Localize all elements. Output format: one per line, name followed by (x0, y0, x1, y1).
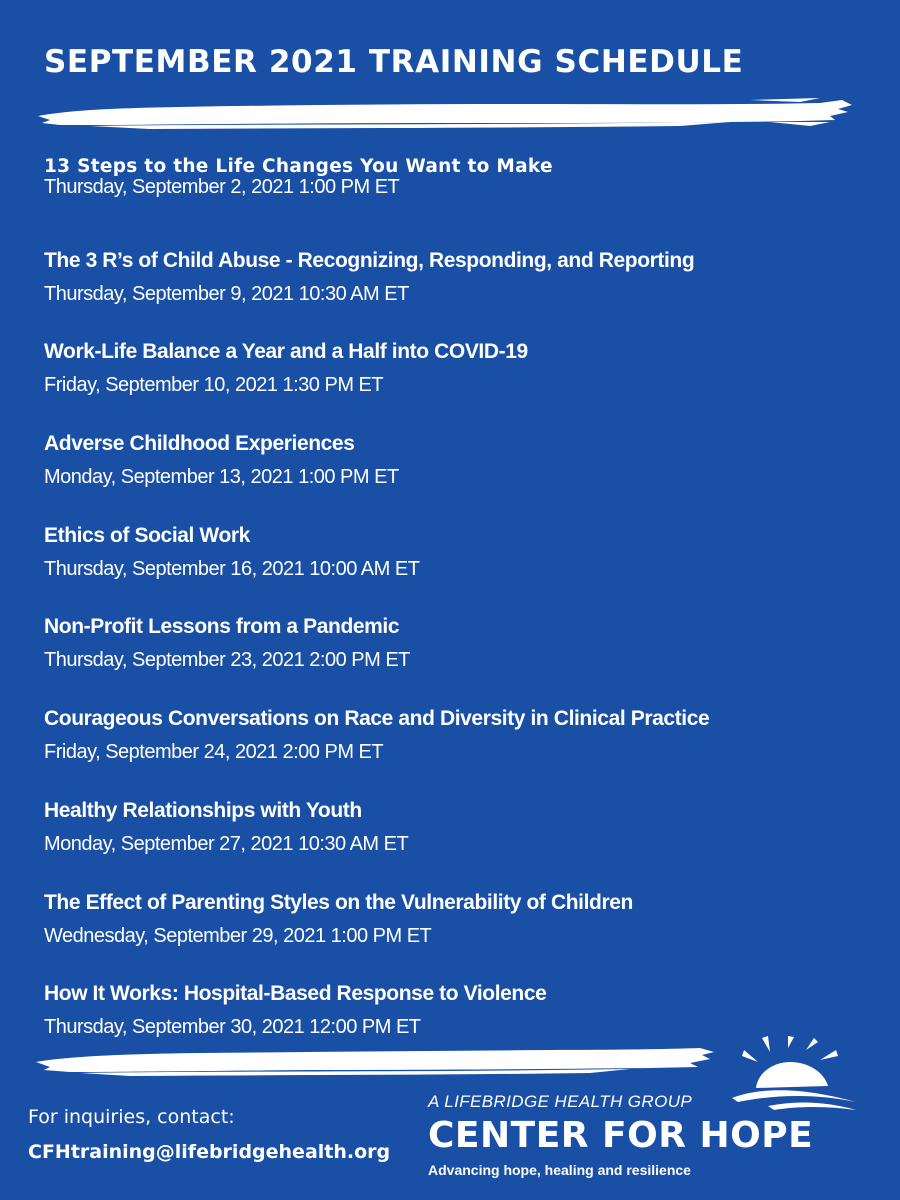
event-title: How It Works: Hospital-Based Response to Violence (44, 982, 547, 1006)
event-date: Thursday, September 2, 2021 1:00 PM ET (44, 176, 400, 198)
event-item (44, 248, 874, 340)
center-for-hope-logo (428, 1036, 868, 1186)
logo-group-name: A LIFEBRIDGE HEALTH GROUP (428, 1092, 693, 1111)
event-item (44, 339, 874, 431)
event-title: Ethics of Social Work (44, 523, 250, 547)
event-title: The Effect of Parenting Styles on the Vulnerability of Children (44, 890, 633, 914)
event-item (44, 798, 874, 890)
contact-email-link[interactable]: CFHtraining@lifebridgehealth.org (28, 1141, 391, 1163)
event-date: Thursday, September 9, 2021 10:30 AM ET (44, 282, 409, 305)
event-title: Non-Profit Lessons from a Pandemic (44, 615, 400, 639)
event-item (44, 431, 874, 523)
contact-label: For inquiries, contact: (28, 1106, 235, 1128)
event-date: Monday, September 27, 2021 10:30 AM ET (44, 832, 409, 855)
page-title: SEPTEMBER 2021 TRAINING SCHEDULE (44, 44, 744, 80)
event-item (44, 523, 874, 615)
event-item (44, 890, 874, 982)
event-date: Monday, September 13, 2021 1:00 PM ET (44, 466, 399, 489)
contact-block (28, 1104, 390, 1165)
event-item (44, 706, 874, 798)
event-title: The 3 R’s of Child Abuse - Recognizing, Responding, and Reporting (44, 248, 695, 272)
event-title: 13 Steps to the Life Changes You Want to Make (44, 156, 553, 177)
event-date: Thursday, September 30, 2021 12:00 PM ET (44, 1016, 421, 1039)
logo-wordmark: CENTER FOR HOPE (428, 1115, 814, 1156)
brush-stroke-divider (30, 92, 860, 132)
event-date: Friday, September 24, 2021 2:00 PM ET (44, 741, 384, 764)
event-date: Thursday, September 16, 2021 10:00 AM ET (44, 557, 420, 580)
event-date: Friday, September 10, 2021 1:30 PM ET (44, 374, 384, 397)
event-item (44, 614, 874, 706)
logo-tagline: Advancing hope, healing and resilience (428, 1162, 691, 1178)
event-date: Wednesday, September 29, 2021 1:00 PM ET (44, 924, 432, 947)
event-item (44, 156, 874, 248)
sunrise-icon (728, 1036, 858, 1116)
event-title: Adverse Childhood Experiences (44, 432, 355, 456)
event-title: Courageous Conversations on Race and Diversity in Clinical Practice (44, 707, 710, 731)
event-date: Thursday, September 23, 2021 2:00 PM ET (44, 649, 410, 672)
event-list (44, 156, 874, 1073)
event-title: Work-Life Balance a Year and a Half into COVID-19 (44, 340, 528, 364)
event-title: Healthy Relationships with Youth (44, 798, 362, 822)
